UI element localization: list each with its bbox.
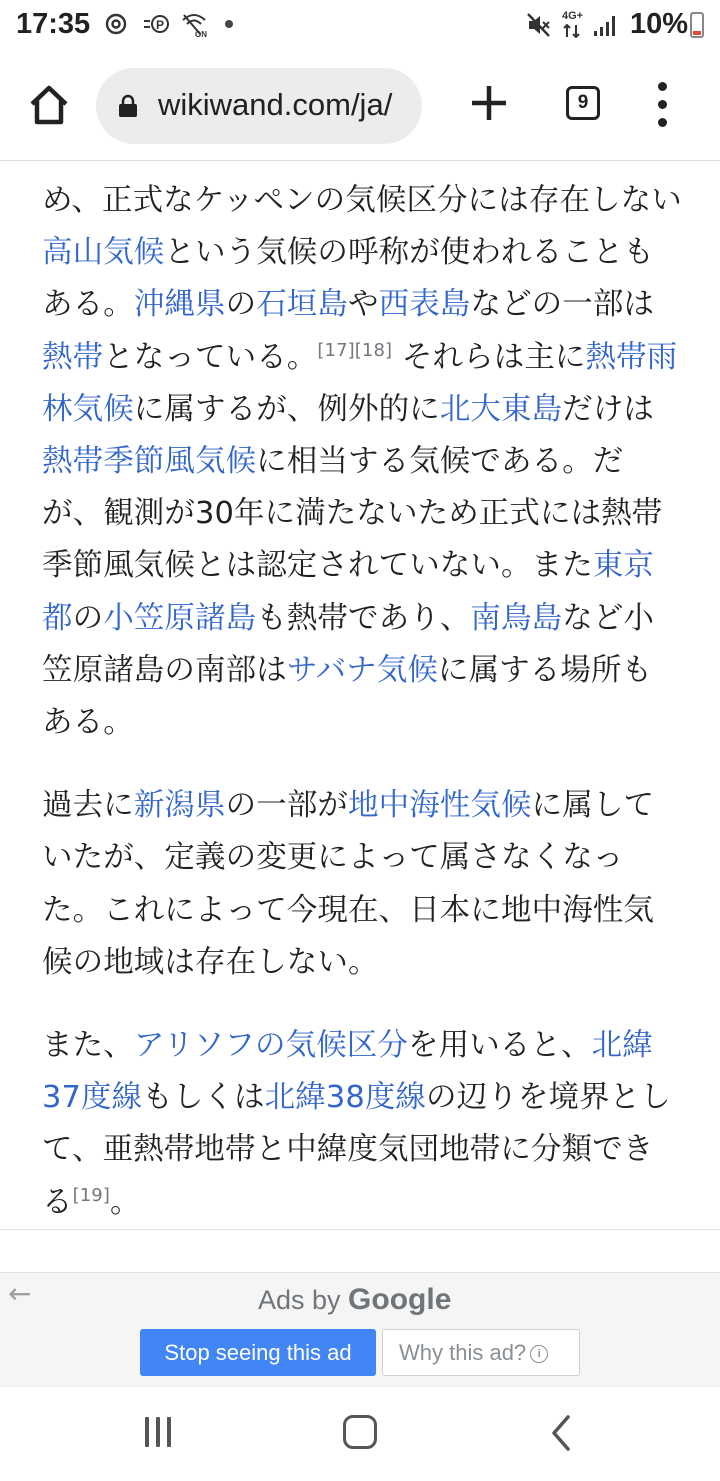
text: また、 [42, 1028, 134, 1064]
data-saver-icon [144, 14, 170, 34]
link-minamitorishima[interactable]: 南鳥島 [470, 600, 563, 636]
link-kitadaito[interactable]: 北大東島 [439, 391, 563, 427]
divider [0, 1229, 720, 1230]
link-alisov-classification[interactable]: アリソフの気候区分 [133, 1028, 408, 1064]
text: の辺りを境界として、亜熱帯地帯と中緯度気団地帯に分類できる [42, 1080, 671, 1220]
link-tropics[interactable]: 熱帯 [42, 339, 104, 375]
text: という気候の呼称が使われることもある。 [42, 235, 655, 323]
text: の一部が [225, 788, 349, 824]
sync-icon [104, 12, 128, 36]
text: 。 [109, 1184, 141, 1220]
battery-percent: 10% [630, 8, 689, 40]
overflow-menu-icon[interactable] [652, 80, 674, 130]
status-bar [0, 0, 720, 50]
stop-seeing-ad-button[interactable]: Stop seeing this ad [140, 1329, 376, 1376]
back-icon[interactable] [546, 1411, 576, 1455]
paragraph-mediterranean [42, 780, 682, 989]
info-icon: i [530, 1345, 548, 1363]
text: となっている。 [103, 339, 318, 375]
text: の [225, 287, 257, 323]
status-time: 17:35 [16, 8, 91, 40]
link-tropical-monsoon[interactable]: 熱帯季節風気候 [42, 444, 257, 480]
text: もしくは [142, 1080, 265, 1116]
address-bar[interactable] [96, 68, 422, 144]
link-38th-parallel[interactable]: 北緯38度線 [264, 1080, 427, 1116]
link-okinawa[interactable]: 沖縄県 [133, 287, 226, 323]
link-ishigaki[interactable]: 石垣島 [256, 287, 349, 323]
link-37th-parallel[interactable]: 北緯37度線 [42, 1028, 653, 1116]
lock-icon [118, 94, 138, 118]
link-tokyo[interactable]: 東京都 [42, 548, 655, 636]
home-icon[interactable] [24, 80, 74, 130]
mute-icon [526, 12, 552, 38]
link-niigata[interactable]: 新潟県 [133, 788, 226, 824]
network-arrows-icon [562, 24, 582, 38]
text: に相当する気候である。だが、観測が30年に満たないため正式には熱帯季節風気候とは認定されていない。また [42, 444, 663, 584]
text: に属するが、例外的に [133, 391, 440, 427]
network-4g-icon: 4G+ [562, 10, 584, 22]
browser-toolbar [0, 50, 720, 161]
link-mediterranean-climate[interactable]: 地中海性気候 [348, 788, 532, 824]
url-text: wikiwand.com/ja/ [158, 87, 393, 122]
ads-by-label: Ads by [258, 1285, 349, 1315]
text: 過去に [42, 788, 134, 824]
link-tropical-rainforest[interactable]: 熱帯雨林気候 [42, 339, 678, 427]
text: それらは主に [392, 339, 586, 375]
signal-icon [592, 12, 618, 38]
link-ogasawara[interactable]: 小笠原諸島 [103, 600, 257, 636]
battery-icon [690, 12, 704, 38]
link-alpine-climate[interactable]: 高山気候 [42, 235, 165, 271]
svg-text:ON: ON [195, 30, 207, 38]
text: も熱帯であり、 [256, 600, 471, 636]
paragraph-climate-types [42, 175, 682, 749]
svg-text:P: P [156, 18, 165, 32]
ads-by-google [258, 1283, 451, 1317]
reference-17[interactable]: [17] [317, 339, 355, 361]
new-tab-icon[interactable] [466, 80, 512, 126]
ad-panel [0, 1272, 720, 1386]
link-iriomote[interactable]: 西表島 [378, 287, 471, 323]
why-this-ad-label: Why this ad? [399, 1340, 527, 1365]
back-arrow-icon[interactable]: ← [8, 1277, 32, 1310]
text: を用いると、 [408, 1028, 592, 1064]
article-content [42, 175, 682, 1260]
text: に属する場所もある。 [42, 652, 653, 741]
text: など小笠原諸島の南部は [42, 600, 655, 688]
why-this-ad-button[interactable] [382, 1329, 580, 1376]
system-navigation-bar [0, 1386, 720, 1481]
text: だけは [562, 391, 655, 427]
recent-apps-icon[interactable] [145, 1417, 178, 1451]
text: に属していたが、定義の変更によって属さなくなった。これによって今現在、日本に地中海性気候の地域は存在しない。 [42, 788, 655, 980]
home-button-icon[interactable] [343, 1415, 377, 1449]
tab-switcher-button[interactable]: 9 [566, 86, 600, 120]
text: め、正式なケッペンの気候区分には存在しない [42, 183, 682, 218]
notification-dot-icon [224, 19, 234, 29]
reference-19[interactable]: [19] [72, 1184, 110, 1206]
text: などの一部は [470, 287, 655, 323]
hotspot-on-icon [180, 12, 208, 38]
link-savanna-climate[interactable]: サバナ気候 [286, 652, 438, 688]
paragraph-alisov [42, 1020, 682, 1229]
reference-18[interactable]: [18] [354, 339, 393, 361]
google-logo-text: Google [348, 1283, 452, 1316]
text: の [72, 600, 104, 636]
text: や [348, 287, 379, 323]
